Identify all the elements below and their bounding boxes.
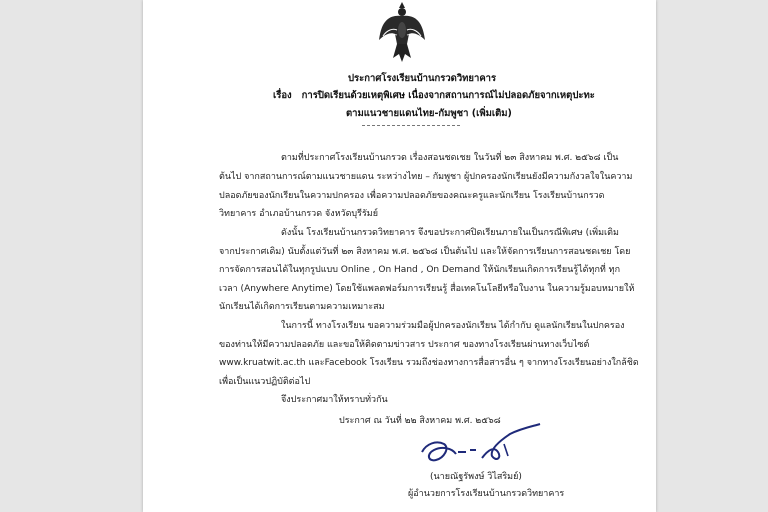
closing-text: จึงประกาศมาให้ทราบทั่วกัน	[281, 395, 388, 405]
paragraph-1-line: วิทยาคาร อำเภอบ้านกรวด จังหวัดบุรีรัมย์	[219, 209, 379, 219]
paragraph-2-line: เวลา (Anywhere Anytime) โดยใช้แพลตฟอร์มการเรียนรู้ สื่อเทคโนโลยีหรือใบงาน ในความรู้มอบหมายให้	[219, 284, 635, 294]
garuda-emblem-icon	[377, 0, 427, 66]
paragraph-2-line: นักเรียนได้เกิดการเรียนตามความเหมาะสม	[219, 302, 385, 312]
subject-line	[273, 88, 595, 103]
subject-line-2: ตามแนวชายแดนไทย-กัมพูชา (เพิ่มเติม)	[346, 108, 512, 119]
signer-position: ผู้อำนวยการโรงเรียนบ้านกรวดวิทยาคาร	[408, 489, 565, 499]
paragraph-3-line: ของท่านให้มีความปลอดภัย และขอให้ติดตามข่าวสาร ประกาศ ของทางโรงเรียนผ่านทางเว็บไซต์	[219, 340, 590, 350]
paragraph-1-line: ปลอดภัยของนักเรียนในความปกครอง เพื่อความปลอดภัยของคณะครูและนักเรียน โรงเรียนบ้านกรวด	[219, 191, 605, 201]
title-divider	[362, 125, 460, 126]
paragraph-1-line: ต้นไป จากสถานการณ์ตามแนวชายแดน ระหว่างไทย – กัมพูชา ผู้ปกครองนักเรียนยังมีความกังวลใจในความ	[219, 172, 633, 182]
paragraph-1-line: ตามที่ประกาศโรงเรียนบ้านกรวด เรื่องสอนชดเชย ในวันที่ ๒๓ สิงหาคม พ.ศ. ๒๕๖๘ เป็น	[281, 153, 619, 163]
paragraph-3-line: เพื่อเป็นแนวปฏิบัติต่อไป	[219, 377, 311, 387]
document-page	[143, 0, 656, 512]
announcement-title: ประกาศโรงเรียนบ้านกรวดวิทยาคาร	[348, 73, 497, 84]
paragraph-2-line: การจัดการสอนได้ในทุกรูปแบบ Online , On Hand , On Demand ให้นักเรียนเกิดการเรียนรู้ได้ทุกที่ ทุก	[219, 265, 621, 275]
paragraph-3-line: www.kruatwit.ac.th และFacebook โรงเรียน รวมถึงช่องทางการสื่อสารอื่น ๆ จากทางโรงเรียนอย่างใกล้ชิด	[219, 358, 639, 368]
subject-label: เรื่อง	[273, 90, 292, 101]
paragraph-2-line: จากประกาศเดิม) นับตั้งแต่วันที่ ๒๓ สิงหาคม พ.ศ. ๒๕๖๘ เป็นต้นไป และให้จัดการเรียนการสอนชดเชย โดย	[219, 247, 631, 257]
paragraph-2-line: ดังนั้น โรงเรียนบ้านกรวดวิทยาคาร จึงขอประกาศปิดเรียนภายในเป็นกรณีพิเศษ (เพิ่มเติม	[281, 228, 619, 238]
signer-name: (นายณัฐรัพงษ์ วิไสริมย์)	[430, 472, 522, 482]
announcement-date: ประกาศ ณ วันที่ ๒๒ สิงหาคม พ.ศ. ๒๕๖๘	[339, 416, 501, 426]
signature-image	[418, 422, 543, 468]
subject-text: การปิดเรียนด้วยเหตุพิเศษ เนื่องจากสถานการณ์ไม่ปลอดภัยจากเหตุปะทะ	[301, 90, 595, 101]
paragraph-3-line: ในการนี้ ทางโรงเรียน ขอความร่วมมือผู้ปกครองนักเรียน ได้กำกับ ดูแลนักเรียนในปกครอง	[281, 321, 625, 331]
